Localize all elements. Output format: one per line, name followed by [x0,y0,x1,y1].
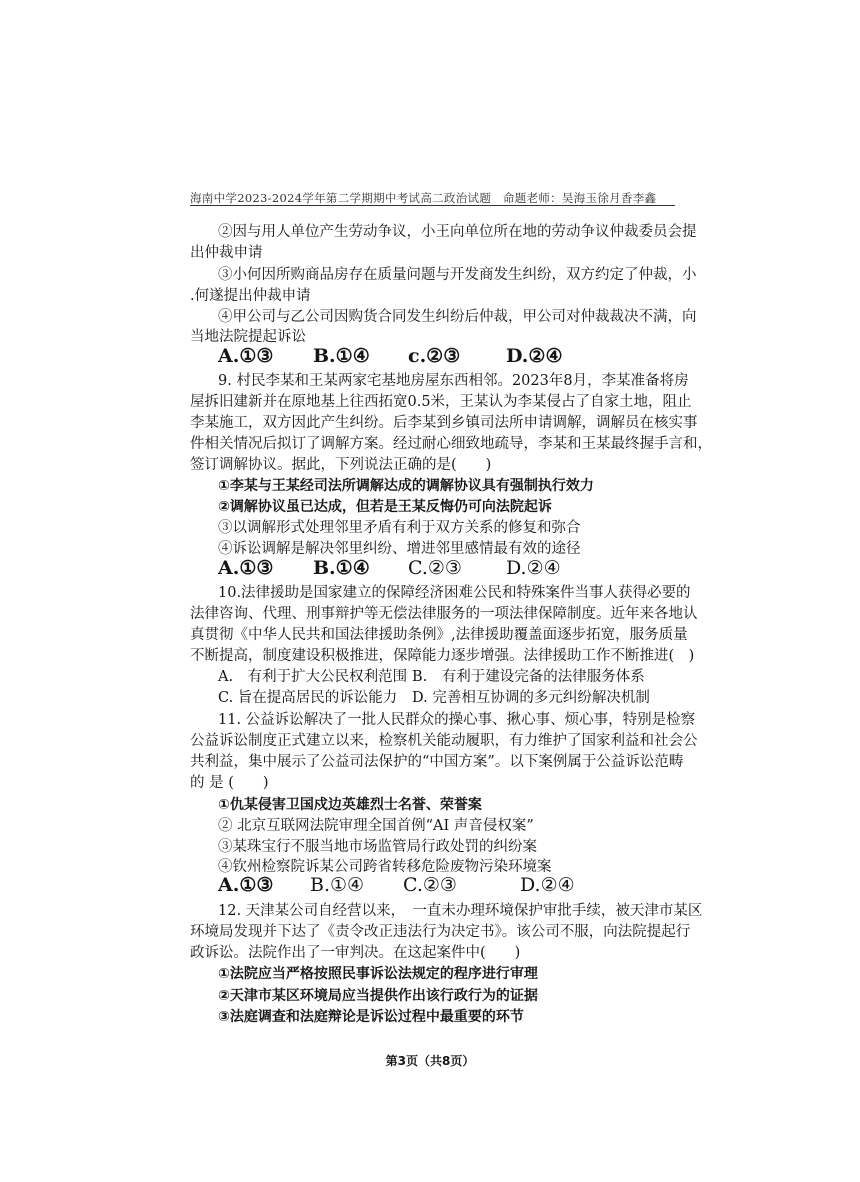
q10-stem-line-3: 真贯彻《中华人民共和国法律援助条例》,法律援助覆盖面逐步拓宽，服务质量 [190,627,688,643]
q11-options [218,874,618,898]
q10-option-a: A. 有利于扩大公民权利范围 [218,669,408,685]
q9-statement-4: ④诉讼调解是解决邻里纠纷、增进邻里感情最有效的途径 [218,541,581,557]
q11-stem-line-2: 公益诉讼制度正式建立以来，检察机关能动履职，有力维护了国家利益和社会公 [190,733,698,749]
q9-stem-line-2: 屋拆旧建新并在原地基上往西拓宽0.5米，王某认为李某侵占了自家土地，阻止 [190,394,692,410]
page-header: 海南中学2023-2024学年第二学期期中考试高二政治试题 命题老师：吴海玉徐月香李鑫 [190,191,657,205]
q11-option-d: D.②④ [520,874,575,896]
q12-stem-line-3: 政诉讼。法院作出了一审判决。在这起案件中( ) [190,945,521,961]
q12-stem-line-2: 环境局发现并下达了《责令改正违法行为决定书》。该公司不服，向法院提起行 [190,924,691,940]
q8-statement-2-line-2: 出仲裁申请 [190,245,263,261]
q9-stem-line-1: 9. 村民李某和王某两家宅基地房屋东西相邻。2023年8月，李某准备将房 [218,373,689,389]
q11-statement-2: ② 北京互联网法院审理全国首例“AI 声音侵权案” [218,818,534,834]
q8-option-d: D.②④ [506,345,563,367]
q8-option-a: A.①③ [218,345,274,367]
q10-option-c: C. 旨在提高居民的诉讼能力 [218,690,398,706]
q11-stem-line-1: 11. 公益诉讼解决了一批人民群众的操心事、揪心事、烦心事，特别是检察 [218,712,696,728]
q9-options [218,557,618,581]
q12-statement-2: ②天津市某区环境局应当提供作出该行政行为的证据 [218,988,538,1004]
q12-statement-3: ③法庭调查和法庭辩论是诉讼过程中最重要的环节 [218,1009,524,1025]
q9-stem-line-3: 李某施工，双方因此产生纠纷。后李某到乡镇司法所申请调解，调解员在核实事 [190,415,698,431]
q11-option-b: B.①④ [310,874,365,896]
q9-option-c: C.②③ [408,557,462,579]
q8-option-b: B.①④ [313,345,370,367]
q9-option-b: B.①④ [313,557,370,579]
q11-option-c: C.②③ [403,874,457,896]
q8-statement-3-line-2: .何遂提出仲裁申请 [190,288,311,304]
q10-stem-line-4: 不断提高，制度建设积极推进，保障能力逐步增强。法律援助工作不断推进( ) [190,648,695,664]
q9-option-d: D.②④ [506,557,561,579]
q10-stem-line-2: 法律咨询、代理、刑事辩护等无偿法律服务的一项法律保障制度。近年来各地认 [190,606,698,622]
q8-statement-4-line-2: 当地法院提起诉讼 [190,329,306,345]
q9-stem-line-4: 件相关情况后拟订了调解方案。经过耐心细致地疏导，李某和王某最终握手言和， [190,436,712,452]
q10-option-d: D. 完善相互协调的多元纠纷解决机制 [412,690,650,706]
q9-stem-line-5: 签订调解协议。据此，下列说法正确的是( ) [190,457,492,473]
q12-stem-line-1: 12. 天津某公司自经营以来， 一直未办理环境保护审批手续，被天津市某区 [218,903,703,919]
q8-option-c: c.②③ [408,345,461,367]
q11-statement-1: ①仇某侵害卫国戍边英雄烈士名誉、荣誉案 [218,797,482,813]
q8-statement-4-line-1: ④甲公司与乙公司因购货合同发生纠纷后仲裁，甲公司对仲裁裁决不满，向 [218,309,697,325]
q11-stem-line-4: 的 是 ( ) [190,775,269,791]
q9-option-a: A.①③ [218,557,274,579]
q9-statement-3: ③以调解形式处理邻里矛盾有利于双方关系的修复和弥合 [218,520,581,536]
q9-statement-2: ②调解协议虽已达成，但若是王某反悔仍可向法院起诉 [218,499,552,515]
q8-statement-2-line-1: ②因与用人单位产生劳动争议，小王向单位所在地的劳动争议仲裁委员会提 [218,224,697,240]
q8-statement-3-line-1: ③小何因所购商品房存在质量问题与开发商发生纠纷，双方约定了仲裁，小 [218,267,697,283]
q11-stem-line-3: 共利益，集中展示了公益司法保护的“中国方案”。以下案例属于公益诉讼范畴 [190,754,684,770]
q11-option-a: A.①③ [218,874,274,896]
q10-stem-line-1: 10.法律援助是国家建立的保障经济困难公民和特殊案件当事人获得必要的 [218,585,691,601]
q10-option-b: B. 有利于建设完备的法律服务体系 [412,669,645,685]
q12-statement-1: ①法院应当严格按照民事诉讼法规定的程序进行审理 [218,966,538,982]
q11-statement-3: ③某珠宝行不服当地市场监管局行政处罚的纠纷案 [218,839,537,855]
page-footer: 第3页（共8页） [385,1054,475,1068]
q11-statement-4: ④钦州检察院诉某公司跨省转移危险废物污染环境案 [218,859,552,875]
q8-options [218,345,618,369]
q9-statement-1: ①李某与王某经司法所调解达成的调解协议具有强制执行效力 [218,478,594,494]
header-rule [190,205,675,206]
